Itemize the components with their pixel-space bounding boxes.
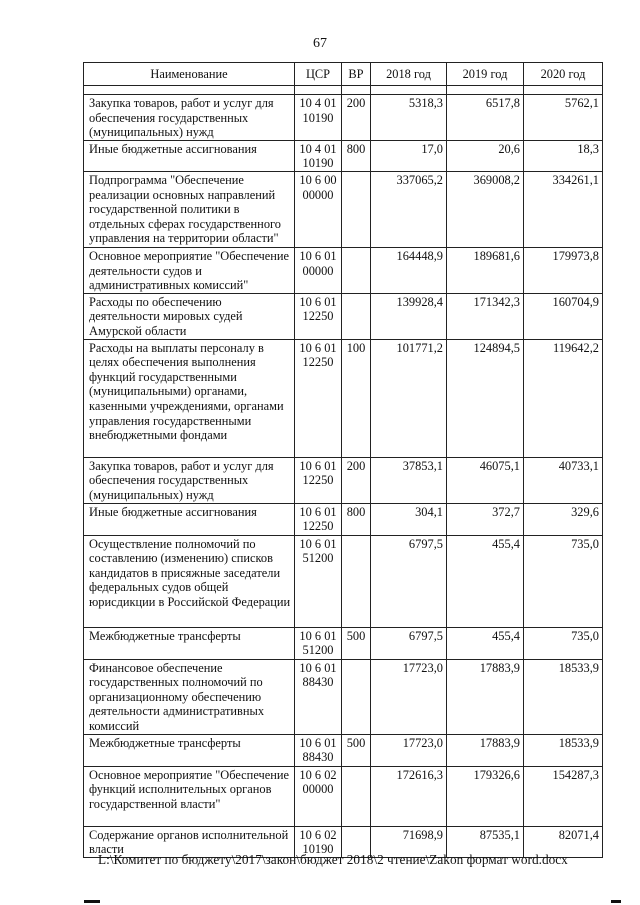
row-csr: 10 6 01 88430	[295, 734, 342, 766]
row-vr: 500	[342, 627, 371, 659]
row-name: Подпрограмма "Обеспечение реализации основных направлений государственной политики в отдельных сферах государственного управления на территории области"	[84, 171, 295, 247]
row-2019: 455,4	[447, 627, 524, 659]
row-2019: 455,4	[447, 535, 524, 627]
row-2018: 6797,5	[371, 535, 447, 627]
row-vr	[342, 293, 371, 339]
header-name: Наименование	[84, 63, 295, 86]
row-csr: 10 6 02 00000	[295, 766, 342, 826]
table-row	[84, 734, 603, 766]
row-2019: 6517,8	[447, 95, 524, 141]
table-row	[84, 339, 603, 457]
row-csr: 10 6 01 00000	[295, 247, 342, 293]
row-2018: 5318,3	[371, 95, 447, 141]
row-2018: 6797,5	[371, 627, 447, 659]
row-2019: 17883,9	[447, 659, 524, 734]
page-number: 67	[313, 36, 327, 51]
header-2019: 2019 год	[447, 63, 524, 86]
row-vr: 200	[342, 457, 371, 503]
row-csr: 10 6 01 12250	[295, 293, 342, 339]
row-name: Межбюджетные трансферты	[84, 734, 295, 766]
header-2018: 2018 год	[371, 63, 447, 86]
table-row	[84, 659, 603, 734]
row-2019: 46075,1	[447, 457, 524, 503]
row-2020: 179973,8	[524, 247, 603, 293]
table-row	[84, 535, 603, 627]
row-2020: 5762,1	[524, 95, 603, 141]
row-vr: 100	[342, 339, 371, 457]
row-name: Основное мероприятие "Обеспечение деятельности судов и административных комиссий"	[84, 247, 295, 293]
row-2018: 172616,3	[371, 766, 447, 826]
row-name: Закупка товаров, работ и услуг для обеспечения государственных (муниципальных) нужд	[84, 95, 295, 141]
row-vr	[342, 659, 371, 734]
row-2018: 164448,9	[371, 247, 447, 293]
row-2018: 37853,1	[371, 457, 447, 503]
row-2018: 101771,2	[371, 339, 447, 457]
row-vr	[342, 247, 371, 293]
row-csr: 10 4 01 10190	[295, 140, 342, 171]
table-row	[84, 247, 603, 293]
row-name: Осуществление полномочий по составлению (изменению) списков кандидатов в присяжные заседатели федеральных судов общей юрисдикции в Российской Федерации	[84, 535, 295, 627]
row-vr	[342, 766, 371, 826]
header-spacer-row	[84, 86, 603, 95]
row-csr: 10 6 01 51200	[295, 535, 342, 627]
table-row	[84, 457, 603, 503]
row-2020: 18533,9	[524, 734, 603, 766]
row-csr: 10 6 01 12250	[295, 503, 342, 535]
row-2019: 124894,5	[447, 339, 524, 457]
row-name: Закупка товаров, работ и услуг для обеспечения государственных (муниципальных) нужд	[84, 457, 295, 503]
row-csr: 10 6 01 51200	[295, 627, 342, 659]
row-csr: 10 6 02 10190	[295, 826, 342, 857]
scan-edge-mark	[611, 900, 621, 903]
row-2019: 372,7	[447, 503, 524, 535]
row-2020: 329,6	[524, 503, 603, 535]
row-2019: 17883,9	[447, 734, 524, 766]
row-2019: 369008,2	[447, 171, 524, 247]
row-csr: 10 6 01 12250	[295, 339, 342, 457]
row-csr: 10 6 01 12250	[295, 457, 342, 503]
row-name: Основное мероприятие "Обеспечение функций исполнительных органов государственной власти"	[84, 766, 295, 826]
row-2018: 17723,0	[371, 734, 447, 766]
table-row	[84, 140, 603, 171]
row-2018: 17,0	[371, 140, 447, 171]
row-2019: 179326,6	[447, 766, 524, 826]
row-2020: 18533,9	[524, 659, 603, 734]
row-csr: 10 4 01 10190	[295, 95, 342, 141]
row-2018: 71698,9	[371, 826, 447, 857]
row-2020: 154287,3	[524, 766, 603, 826]
table-row	[84, 171, 603, 247]
table-row	[84, 293, 603, 339]
table-row	[84, 95, 603, 141]
row-2019: 189681,6	[447, 247, 524, 293]
row-2020: 735,0	[524, 535, 603, 627]
row-name: Содержание органов исполнительной власти	[84, 826, 295, 857]
row-name: Межбюджетные трансферты	[84, 627, 295, 659]
row-vr	[342, 171, 371, 247]
table-header-row	[84, 63, 603, 86]
row-2018: 139928,4	[371, 293, 447, 339]
header-vr: ВР	[342, 63, 371, 86]
row-name: Финансовое обеспечение государственных полномочий по организационному обеспечению деятельности административных комиссий	[84, 659, 295, 734]
row-2020: 40733,1	[524, 457, 603, 503]
row-2020: 160704,9	[524, 293, 603, 339]
row-2020: 119642,2	[524, 339, 603, 457]
row-csr: 10 6 01 88430	[295, 659, 342, 734]
table-row	[84, 627, 603, 659]
header-csr: ЦСР	[295, 63, 342, 86]
scan-edge-mark	[84, 900, 100, 903]
table-row	[84, 503, 603, 535]
row-name: Иные бюджетные ассигнования	[84, 503, 295, 535]
budget-table	[83, 62, 603, 858]
row-2019: 171342,3	[447, 293, 524, 339]
row-2020: 82071,4	[524, 826, 603, 857]
header-2020: 2020 год	[524, 63, 603, 86]
row-2020: 334261,1	[524, 171, 603, 247]
row-2019: 20,6	[447, 140, 524, 171]
row-2018: 337065,2	[371, 171, 447, 247]
row-csr: 10 6 00 00000	[295, 171, 342, 247]
row-2019: 87535,1	[447, 826, 524, 857]
row-name: Расходы по обеспечению деятельности мировых судей Амурской области	[84, 293, 295, 339]
row-vr: 500	[342, 734, 371, 766]
table-row	[84, 766, 603, 826]
row-vr: 200	[342, 95, 371, 141]
footer-file-path: L:\Комитет по бюджету\2017\закон\бюджет 2018\2 чтение\Zakon формат word.docx	[98, 852, 568, 867]
row-vr	[342, 535, 371, 627]
row-2020: 735,0	[524, 627, 603, 659]
row-name: Расходы на выплаты персоналу в целях обеспечения выполнения функций государственными (муниципальными) органами, казенными учреждениями, органами управления государственными внебюджетными фондами	[84, 339, 295, 457]
row-vr: 800	[342, 503, 371, 535]
row-2018: 17723,0	[371, 659, 447, 734]
row-vr: 800	[342, 140, 371, 171]
row-2020: 18,3	[524, 140, 603, 171]
row-name: Иные бюджетные ассигнования	[84, 140, 295, 171]
row-2018: 304,1	[371, 503, 447, 535]
